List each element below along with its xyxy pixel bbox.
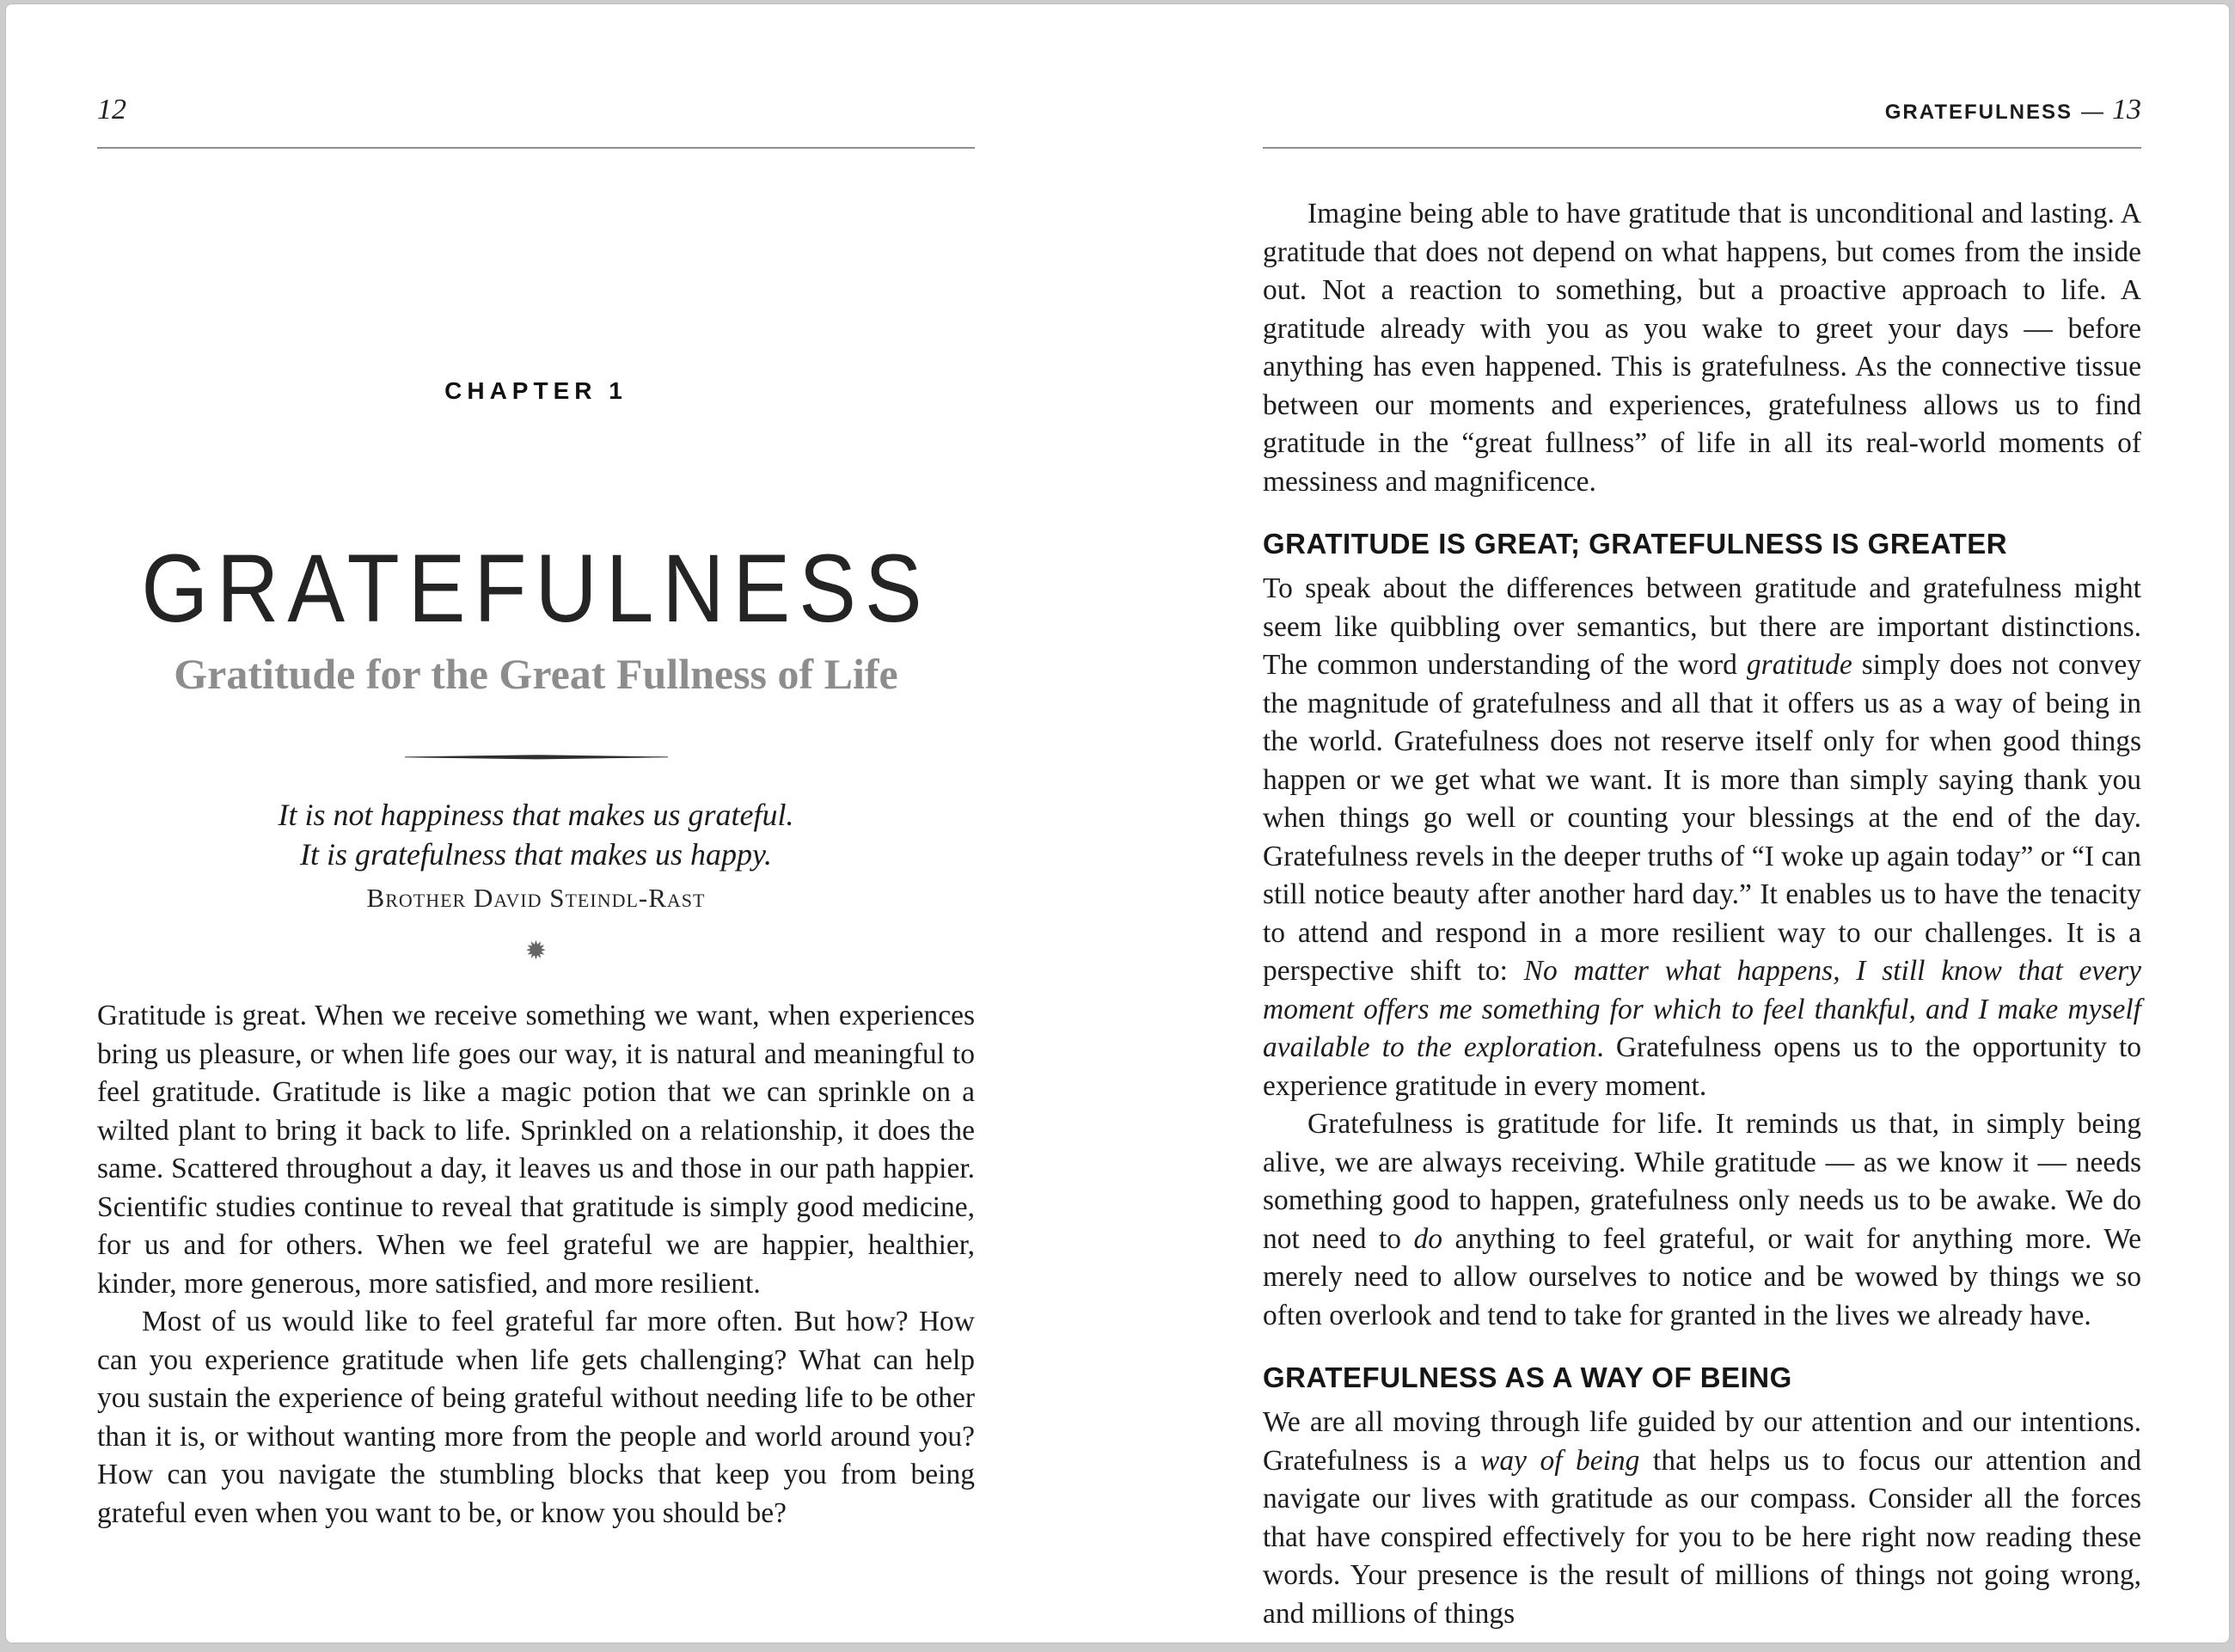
header-rule-right: [1263, 147, 2141, 149]
running-head-separator: —: [2081, 98, 2103, 124]
text-run: Imagine being able to have gratitude that is unconditional and lasting. A gratitude that does not depend on what happens, but comes from the inside out. Not a reaction to something, but a proactive approach to life. A gratitude already with you as you wake to greet your days — before anything has even happened. This is gratefulness. As the connective tissue between our moments and experiences, gratefulness allows us to find gratitude in the “great fullness” of life in all its real-world moments of messiness and magnificence.: [1263, 198, 2141, 498]
text-run: . Gratefulness opens us to the opportunity to experience gratitude in every moment.: [1263, 1031, 2141, 1102]
italic-text: No matter what happens, I still know that every moment offers me something for which to feel thankful, and I make myself available to the exploration: [1263, 955, 2141, 1063]
text-run: Gratefulness is gratitude for life. It reminds us that, in simply being alive, we are always receiving. While gratitude — as we know it — needs something good to happen, gratefulness only needs us to be awake. We do not need to: [1263, 1108, 2141, 1255]
chapter-subtitle: Gratitude for the Great Fullness of Life: [174, 650, 898, 698]
text-run: Most of us would like to feel grateful far more often. But how? How can you experience gratitude when life gets challenging? What can help you sustain the experience of being grateful without needing life to be other than it is, or without wanting more from the people and world around you? How can you navigate the stumbling blocks that keep you from being grateful even when you want to be, or know you should be?: [97, 1306, 975, 1529]
text-run: Gratitude is great. When we receive something we want, when experiences bring us pleasure, or when life goes our way, it is natural and meaningful to feel gratitude. Gratitude is like a magic potion that we can sprinkle on a wilted plant to bring it back to life. Sprinkled on a relationship, it does the same. Scattered throughout a day, it leaves us and those in our path happier. Scientific studies continue to reveal that gratitude is simply good medicine, for us and for others. When we feel grateful we are happier, healthier, kinder, more generous, more satisfied, and more resilient.: [97, 1000, 975, 1300]
section-heading: GRATITUDE IS GREAT; GRATEFULNESS IS GREATER: [1263, 528, 2008, 560]
italic-text: way of being: [1480, 1444, 1640, 1477]
left-page-body: [97, 997, 975, 1533]
text-run: anything to feel grateful, or wait for anything more. We merely need to allow ourselves to notice and be wowed by things we so often overlook and tend to take for granted in the lives we already have.: [1263, 1222, 2141, 1331]
running-head: [1885, 94, 2141, 126]
page-number-left: 12: [97, 94, 126, 125]
page-number-right: 13: [2112, 94, 2141, 125]
body-paragraph: [1263, 1105, 2141, 1335]
text-run: simply does not convey the magnitude of gratefulness and all that it offers us as a way of being in the world. Gratefulness does not reserve itself only for when good things happen or we get what we want. It is more than simply saying thank you when things go well or counting your blessings at the end of the day. Gratefulness revels in the deeper truths of “I woke up again today” or “I can still notice beauty after another hard day.” It enables us to have the tenacity to attend and respond in a more resilient way to our challenges. It is a perspective shift to:: [1263, 649, 2141, 987]
body-paragraph: [1263, 195, 2141, 501]
right-page-body: [1263, 195, 2141, 1633]
text-run: that helps us to focus our attention and navigate our lives with gratitude as our compass. Consider all the forces that have conspired effectively for you to be here right now reading these words. Your presence is the result of millions of things not going wrong, and millions of things: [1263, 1444, 2141, 1630]
chapter-label: CHAPTER 1: [444, 377, 628, 404]
tapered-divider: [97, 754, 975, 761]
starburst-ornament: ✹: [524, 936, 548, 966]
running-head-title: GRATEFULNESS: [1884, 101, 2073, 124]
epigraph-line: It is gratefulness that makes us happy.: [300, 837, 772, 872]
text-run: To speak about the differences between gratitude and gratefulness might seem like quibbling over semantics, but there are important distinctions. The common understanding of the word: [1263, 572, 2141, 681]
section-heading: GRATEFULNESS AS A WAY OF BEING: [1263, 1361, 1792, 1393]
italic-text: gratitude: [1746, 649, 1852, 681]
page-left: [97, 4, 975, 1643]
epigraph-attribution: Brother David Steindl-Rast: [366, 883, 706, 913]
epigraph: [97, 795, 975, 874]
book-spread: [6, 4, 2229, 1643]
text-run: We are all moving through life guided by our attention and our intentions. Gratefulness is a: [1263, 1406, 2141, 1477]
body-paragraph: [97, 997, 975, 1303]
page-right: [1263, 4, 2141, 1643]
body-paragraph: [1263, 1404, 2141, 1633]
chapter-title: GRATEFULNESS: [141, 535, 931, 643]
header-rule-left: [97, 147, 975, 149]
epigraph-line: It is not happiness that makes us grateful.: [278, 798, 794, 832]
body-paragraph: [97, 1303, 975, 1533]
italic-text: do: [1413, 1222, 1443, 1255]
tapered-divider-line: [405, 754, 668, 761]
body-paragraph: [1263, 570, 2141, 1105]
